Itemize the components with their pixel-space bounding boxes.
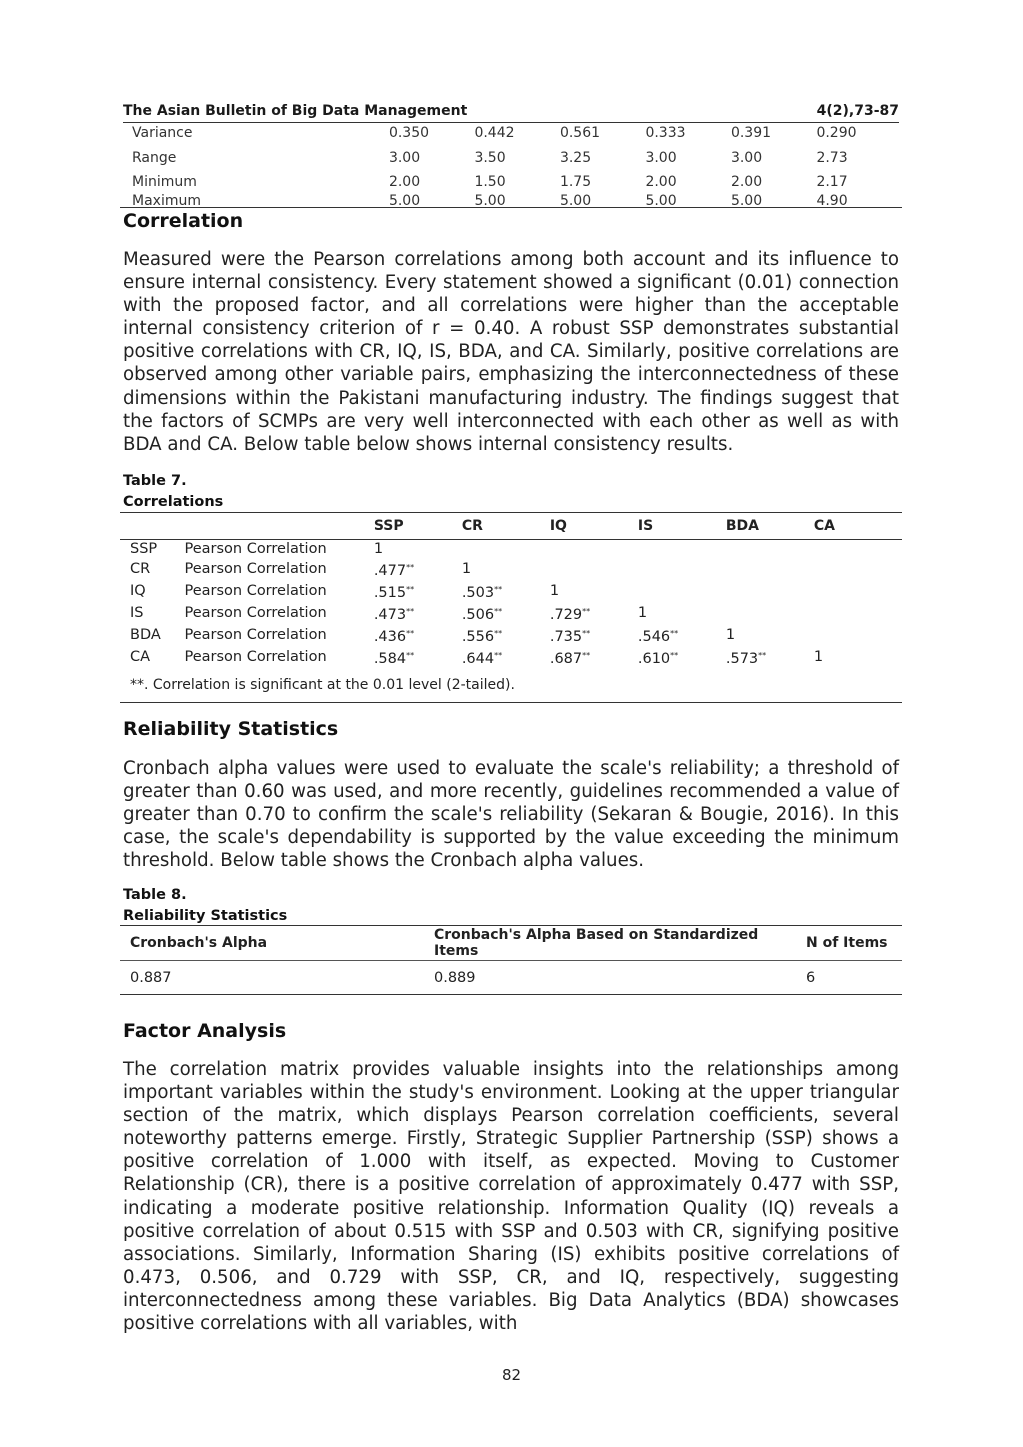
significance-marker: ** xyxy=(670,650,679,660)
table-row xyxy=(120,559,902,581)
row-variable: IQ xyxy=(130,583,146,600)
corr-header-cr: CR xyxy=(462,513,550,540)
corr-cell xyxy=(814,559,902,581)
cell-value: 1.75 xyxy=(559,174,592,190)
reliability-heading: Reliability Statistics xyxy=(123,718,339,740)
row-statistic: Pearson Correlation xyxy=(184,541,327,557)
corr-value: .610 xyxy=(637,650,671,667)
corr-cell xyxy=(814,625,902,647)
table-note: **. Correlation is significant at the 0.01 level (2-tailed). xyxy=(120,668,902,703)
row-variable: SSP xyxy=(130,541,158,557)
significance-marker: ** xyxy=(406,584,415,594)
cell-value: 5.00 xyxy=(730,193,763,209)
significance-marker: ** xyxy=(582,650,591,660)
cell-value: 2.00 xyxy=(388,174,421,190)
corr-value: .515 xyxy=(373,584,407,601)
corr-value: 1 xyxy=(813,649,824,666)
cell-value: 2.00 xyxy=(730,174,763,190)
corr-cell xyxy=(374,603,462,625)
significance-marker: ** xyxy=(494,628,503,638)
corr-header-ca: CA xyxy=(814,513,902,540)
corr-cell xyxy=(638,581,726,603)
running-header xyxy=(123,102,899,123)
corr-cell xyxy=(374,647,462,669)
corr-cell xyxy=(726,559,814,581)
row-label: Maximum xyxy=(132,193,201,209)
cell-value: 5.00 xyxy=(388,193,421,209)
corr-value: .644 xyxy=(461,650,495,667)
corr-cell xyxy=(726,603,814,625)
correlation-heading: Correlation xyxy=(123,210,244,232)
significance-marker: ** xyxy=(494,650,503,660)
cell-value: 3.00 xyxy=(388,150,421,166)
table7-number: Table 7. xyxy=(123,473,187,489)
corr-value: .556 xyxy=(461,628,495,645)
cell-value: 3.25 xyxy=(559,150,592,166)
corr-value: 1 xyxy=(725,627,736,644)
corr-cell xyxy=(550,559,638,581)
rel-std-alpha-value: 0.889 xyxy=(434,961,806,995)
cell-value: 2.00 xyxy=(645,174,677,190)
significance-marker: ** xyxy=(758,650,767,660)
row-variable: BDA xyxy=(130,627,161,644)
significance-marker: ** xyxy=(494,606,503,616)
cell-value: 3.00 xyxy=(730,150,763,166)
significance-marker: ** xyxy=(406,606,415,616)
corr-cell xyxy=(374,625,462,647)
corr-cell xyxy=(550,647,638,669)
significance-marker: ** xyxy=(406,628,415,638)
corr-value: .729 xyxy=(549,606,583,623)
corr-cell xyxy=(814,540,902,559)
corr-cell xyxy=(638,540,726,559)
rel-header-std-alpha: Cronbach's Alpha Based on Standardized Items xyxy=(434,926,806,961)
cell-value: 4.90 xyxy=(816,193,848,209)
corr-cell xyxy=(726,625,814,647)
corr-cell xyxy=(638,647,726,669)
rel-header-n-items: N of Items xyxy=(806,926,902,961)
corr-header-blank-2 xyxy=(184,513,373,540)
corr-value: .735 xyxy=(549,628,583,645)
row-variable: IS xyxy=(130,605,144,622)
corr-cell xyxy=(726,647,814,669)
issue-pages: 4(2),73-87 xyxy=(816,103,899,119)
descriptive-stats-table xyxy=(120,124,902,211)
corr-header-ssp: SSP xyxy=(374,513,462,540)
row-statistic: Pearson Correlation xyxy=(184,583,327,600)
significance-marker: ** xyxy=(406,562,415,572)
journal-name: The Asian Bulletin of Big Data Management xyxy=(123,103,468,119)
table-row xyxy=(120,540,902,559)
corr-value: .584 xyxy=(373,650,407,667)
correlations-table xyxy=(120,512,902,703)
row-label: Minimum xyxy=(132,174,197,190)
significance-marker: ** xyxy=(406,650,415,660)
row-label: Variance xyxy=(132,125,193,141)
correlation-paragraph: Measured were the Pearson correlations among both account and its influence to ensure internal consistency. Every statement showed a significant (0.01) connection with the proposed factor, and all correlations were higher than the acceptable internal consistency criterion of r = 0.40. A robust SSP demonstrates substantial positive correlations with CR, IQ, IS, BDA, and CA. Similarly, positive correlations are observed among other variable pairs, emphasizing the interconnectedness of these dimensions within the Pakistani manufacturing industry. The findings suggest that the factors of SCMPs are very well interconnected with each other as well as with BDA and CA. Below table below shows internal consistency results. xyxy=(123,249,899,455)
corr-value: .477 xyxy=(373,562,407,579)
corr-header-iq: IQ xyxy=(550,513,638,540)
corr-value: .503 xyxy=(461,584,495,601)
table-row xyxy=(120,647,902,669)
significance-marker: ** xyxy=(582,628,591,638)
table-row xyxy=(120,603,902,625)
corr-cell xyxy=(374,559,462,581)
corr-cell xyxy=(814,581,902,603)
factor-analysis-heading: Factor Analysis xyxy=(123,1020,287,1042)
corr-cell xyxy=(462,559,550,581)
rel-header-alpha: Cronbach's Alpha xyxy=(120,926,434,961)
corr-value: 1 xyxy=(373,541,384,557)
rel-n-items-value: 6 xyxy=(806,961,902,995)
corr-cell xyxy=(726,581,814,603)
corr-value: .506 xyxy=(461,606,495,623)
corr-header-blank xyxy=(120,513,184,540)
page-number: 82 xyxy=(501,1366,522,1384)
corr-cell xyxy=(462,625,550,647)
corr-value: .436 xyxy=(373,628,407,645)
table-row xyxy=(120,173,902,192)
significance-marker: ** xyxy=(582,606,591,616)
corr-value: 1 xyxy=(637,605,648,622)
corr-value: .473 xyxy=(373,606,407,623)
corr-cell xyxy=(814,603,902,625)
corr-cell xyxy=(374,581,462,603)
rel-alpha-value: 0.887 xyxy=(120,961,434,995)
row-statistic: Pearson Correlation xyxy=(184,605,327,622)
corr-value: .546 xyxy=(637,628,671,645)
corr-cell xyxy=(462,603,550,625)
corr-cell xyxy=(374,540,462,559)
corr-cell xyxy=(550,581,638,603)
cell-value: 3.00 xyxy=(645,150,677,166)
significance-marker: ** xyxy=(670,628,679,638)
table8-number: Table 8. xyxy=(123,887,187,903)
corr-cell xyxy=(726,540,814,559)
corr-cell xyxy=(462,581,550,603)
cell-value: 0.561 xyxy=(559,125,601,141)
corr-value: 1 xyxy=(549,583,560,600)
cell-value: 1.50 xyxy=(474,174,506,190)
cell-value: 0.442 xyxy=(474,125,515,141)
corr-cell xyxy=(638,559,726,581)
table-row xyxy=(120,961,902,995)
row-statistic: Pearson Correlation xyxy=(184,627,327,644)
corr-header-is: IS xyxy=(638,513,726,540)
corr-value: .573 xyxy=(725,650,759,667)
cell-value: 0.391 xyxy=(730,125,772,141)
row-variable: CA xyxy=(130,649,151,666)
table-row xyxy=(120,581,902,603)
row-variable: CR xyxy=(130,561,151,578)
corr-cell xyxy=(462,647,550,669)
table-row xyxy=(120,625,902,647)
corr-cell xyxy=(550,540,638,559)
cell-value: 0.290 xyxy=(816,125,857,141)
row-statistic: Pearson Correlation xyxy=(184,561,327,578)
corr-value: 1 xyxy=(461,561,472,578)
corr-cell xyxy=(550,603,638,625)
row-label: Range xyxy=(132,150,177,166)
table7-title: Correlations xyxy=(123,494,224,510)
cell-value: 5.00 xyxy=(474,193,506,209)
corr-cell xyxy=(638,625,726,647)
cell-value: 2.73 xyxy=(816,150,848,166)
cell-value: 5.00 xyxy=(645,193,677,209)
table-note-row xyxy=(120,668,902,703)
cell-value: 3.50 xyxy=(474,150,506,166)
cell-value: 0.350 xyxy=(388,125,430,141)
corr-value: .687 xyxy=(549,650,583,667)
reliability-paragraph: Cronbach alpha values were used to evaluate the scale's reliability; a threshold of greater than 0.60 was used, and more recently, guidelines recommended a value of greater than 0.70 to confirm the scale's reliability (Sekaran & Bougie, 2016). In this case, the scale's dependability is supported by the value exceeding the minimum threshold. Below table shows the Cronbach alpha values. xyxy=(123,758,899,872)
significance-marker: ** xyxy=(494,584,503,594)
table-row xyxy=(120,143,902,173)
row-statistic: Pearson Correlation xyxy=(184,649,327,666)
corr-header-bda: BDA xyxy=(726,513,814,540)
reliability-table xyxy=(120,925,902,995)
table8-title: Reliability Statistics xyxy=(123,908,288,924)
corr-cell xyxy=(638,603,726,625)
table-row xyxy=(120,124,902,143)
cell-value: 0.333 xyxy=(645,125,686,141)
corr-cell xyxy=(550,625,638,647)
cell-value: 5.00 xyxy=(559,193,592,209)
cell-value: 2.17 xyxy=(816,174,848,190)
table-row xyxy=(120,192,902,211)
corr-cell xyxy=(814,647,902,669)
corr-cell xyxy=(462,540,550,559)
factor-analysis-paragraph: The correlation matrix provides valuable insights into the relationships among important variables within the study's environment. Looking at the upper triangular section of the matrix, which displays Pearson correlation coefficients, several noteworthy patterns emerge. Firstly, Strategic Supplier Partnership (SSP) shows a positive correlation of 1.000 with itself, as expected. Moving to Customer Relationship (CR), there is a positive correlation of approximately 0.477 with SSP, indicating a moderate positive relationship. Information Quality (IQ) reveals a positive correlation of about 0.515 with SSP and 0.503 with CR, signifying positive associations. Similarly, Information Sharing (IS) exhibits positive correlations of 0.473, 0.506, and 0.729 with SSP, CR, and IQ, respectively, suggesting interconnectedness among these variables. Big Data Analytics (BDA) showcases positive correlations with all variables, with xyxy=(123,1059,899,1335)
